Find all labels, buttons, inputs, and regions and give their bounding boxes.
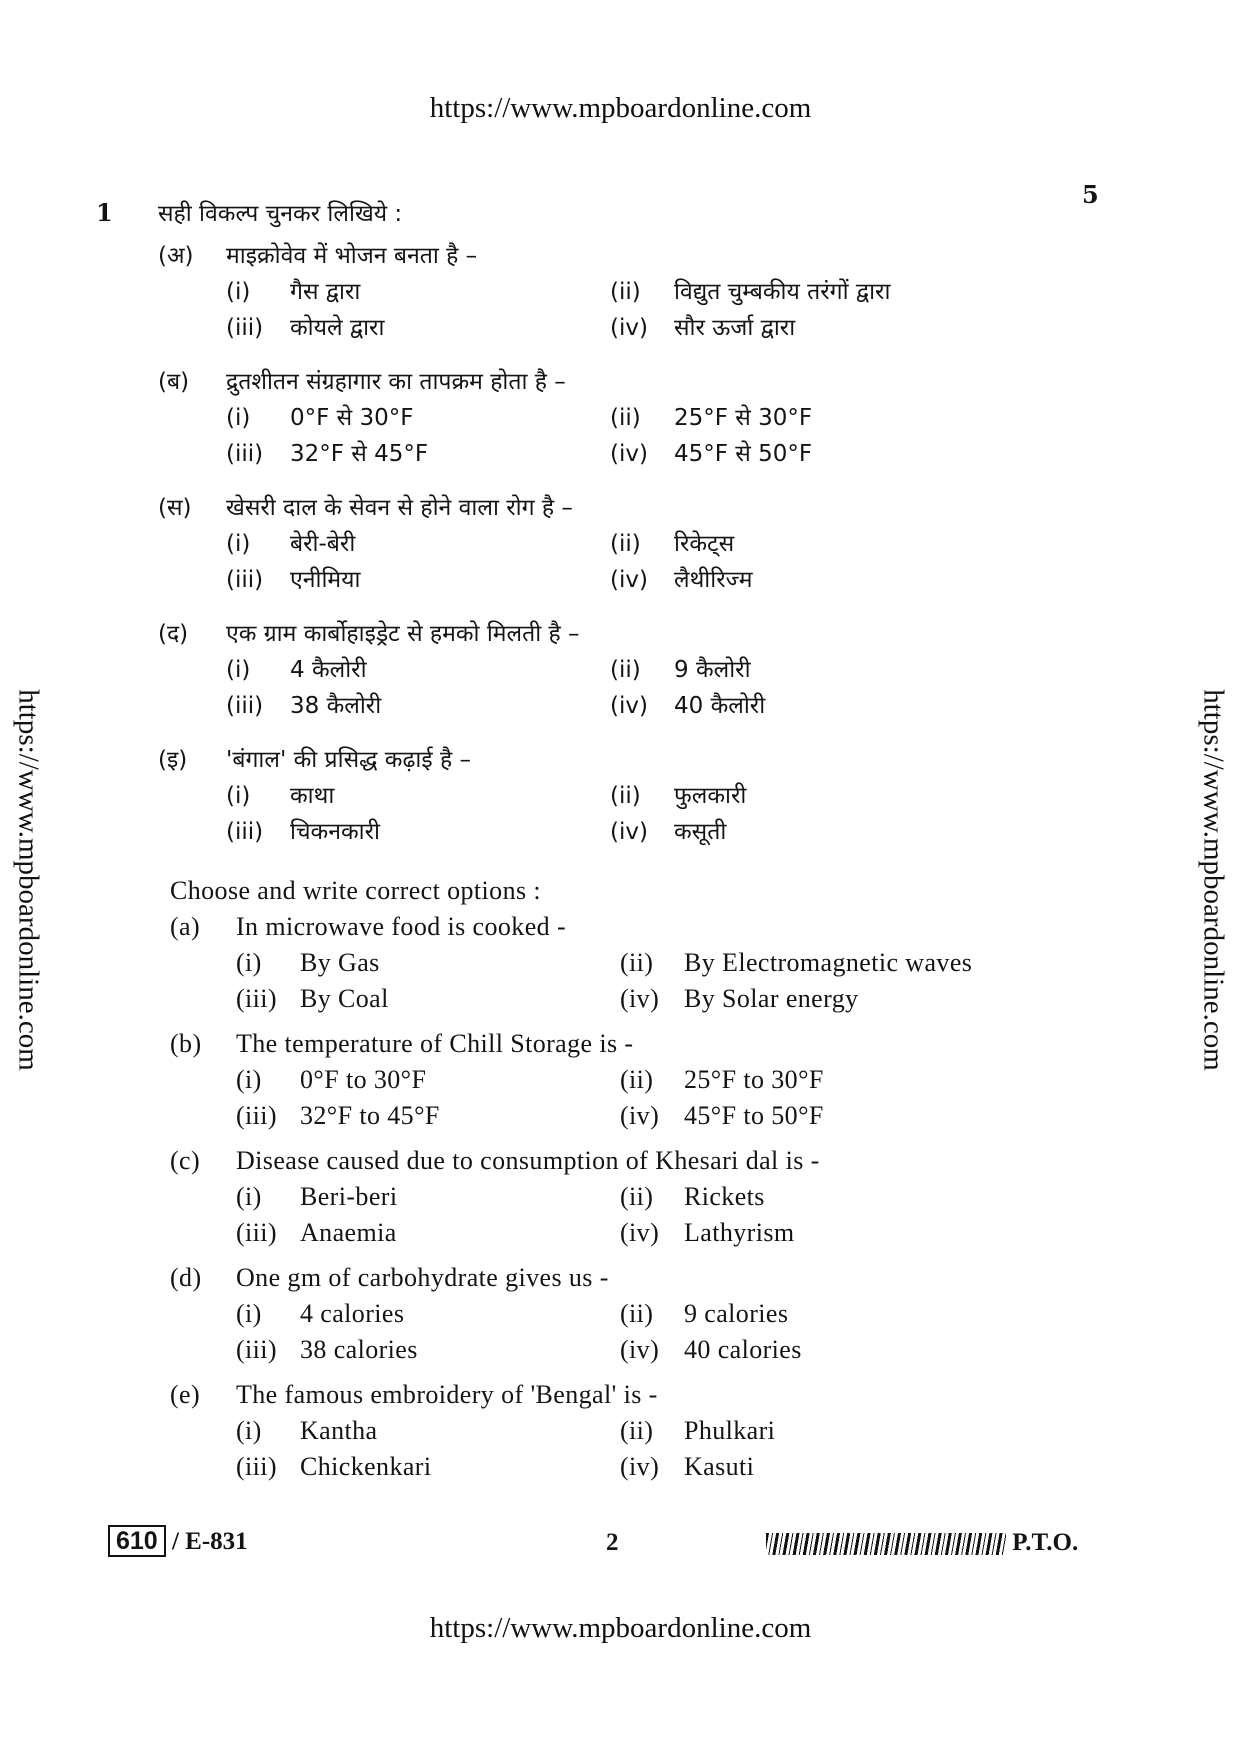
option <box>620 1182 765 1212</box>
option-text: 25°F से 30°F <box>674 405 813 431</box>
option-numeral: (iv) <box>610 441 648 467</box>
question-item <box>170 912 566 942</box>
item-text: माइक्रोवेव में भोजन बनता है – <box>226 243 478 269</box>
hindi-instruction: सही विकल्प चुनकर लिखिये : <box>158 201 403 227</box>
option-text: By Gas <box>300 948 380 977</box>
option-text: 9 कैलोरी <box>674 657 751 683</box>
question-item <box>170 1263 609 1293</box>
option-text: फुलकारी <box>674 783 747 809</box>
option-text: चिकनकारी <box>290 819 380 845</box>
option-text: By Coal <box>300 984 389 1013</box>
option-text: Beri-beri <box>300 1182 398 1211</box>
option-text: Phulkari <box>684 1416 776 1445</box>
option <box>610 436 812 468</box>
option <box>226 400 414 432</box>
option <box>610 274 890 306</box>
option <box>620 1065 824 1095</box>
question-item <box>158 490 573 522</box>
item-label: (स) <box>158 495 192 521</box>
option <box>610 562 753 594</box>
option-numeral: (i) <box>226 531 251 557</box>
option-numeral: (ii) <box>610 279 641 305</box>
item-label: (e) <box>170 1380 201 1409</box>
item-text: एक ग्राम कार्बोहाइड्रेट से हमको मिलती है – <box>226 621 580 647</box>
option <box>610 814 726 846</box>
option-text: 0°F to 30°F <box>300 1065 427 1094</box>
option <box>620 1101 824 1131</box>
item-text: खेसरी दाल के सेवन से होने वाला रोग है – <box>226 495 573 521</box>
item-text: Disease caused due to consumption of Khesari dal is - <box>236 1146 820 1175</box>
option <box>610 310 795 342</box>
option-text: कसूती <box>674 819 727 845</box>
option-numeral: (iv) <box>610 315 648 341</box>
item-text: 'बंगाल' की प्रसिद्ध कढ़ाई है – <box>226 747 471 773</box>
watermark-top: https://www.mpboardonline.com <box>429 92 812 124</box>
option-text: Kantha <box>300 1416 378 1445</box>
option-numeral: (ii) <box>620 1416 654 1445</box>
option-numeral: (iii) <box>226 567 264 593</box>
option <box>226 688 381 720</box>
option-numeral: (iii) <box>236 1218 277 1247</box>
barcode-graphic <box>766 1533 1006 1555</box>
item-label: (c) <box>170 1146 201 1175</box>
option-text: 40 calories <box>684 1335 802 1364</box>
option-numeral: (iv) <box>610 567 648 593</box>
watermark-left: https://www.mpboardonline.com <box>12 689 45 1071</box>
option-numeral: (iv) <box>620 1218 660 1247</box>
option-text: रिकेट्स <box>674 531 735 557</box>
option-numeral: (iii) <box>236 1101 277 1130</box>
question-item <box>158 616 580 648</box>
option-text: बेरी-बेरी <box>290 531 356 557</box>
option <box>226 526 355 558</box>
option <box>620 1335 802 1365</box>
paper-id: / E-831 <box>171 1528 248 1555</box>
option-text: By Solar energy <box>684 984 859 1013</box>
option-text: 38 calories <box>300 1335 418 1364</box>
option-text: Anaemia <box>300 1218 397 1247</box>
question-item <box>170 1029 634 1059</box>
option <box>610 400 812 432</box>
option-numeral: (iv) <box>620 1452 660 1481</box>
option-numeral: (ii) <box>610 405 641 431</box>
option-text: विद्युत चुम्बकीय तरंगों द्वारा <box>674 279 891 305</box>
option-numeral: (iii) <box>226 819 264 845</box>
option <box>226 562 360 594</box>
footer-right <box>766 1529 1078 1557</box>
option <box>620 984 859 1014</box>
option <box>226 274 360 306</box>
item-label: (इ) <box>158 747 188 773</box>
option <box>236 1452 431 1482</box>
option <box>620 1452 754 1482</box>
question-marks: 5 <box>1082 180 1099 209</box>
option <box>236 1101 440 1131</box>
item-text: The famous embroidery of 'Bengal' is - <box>236 1380 658 1409</box>
option <box>620 1218 794 1248</box>
option <box>226 778 334 810</box>
option <box>236 1335 418 1365</box>
option-text: 32°F to 45°F <box>300 1101 440 1130</box>
option-numeral: (i) <box>236 1182 262 1211</box>
option-numeral: (ii) <box>620 948 654 977</box>
item-label: (ब) <box>158 369 190 395</box>
option-numeral: (ii) <box>610 531 641 557</box>
option-text: 45°F to 50°F <box>684 1101 824 1130</box>
option-text: सौर ऊर्जा द्वारा <box>674 315 796 341</box>
option <box>236 1299 404 1329</box>
page-number: 2 <box>606 1529 619 1556</box>
option-numeral: (iv) <box>610 693 648 719</box>
option-numeral: (iii) <box>226 315 264 341</box>
option-text: 38 कैलोरी <box>290 693 382 719</box>
item-label: (a) <box>170 912 201 941</box>
option-numeral: (iii) <box>236 1335 277 1364</box>
pto-label: P.T.O. <box>1012 1529 1079 1556</box>
question-item <box>170 1380 658 1410</box>
option-text: काथा <box>290 783 335 809</box>
english-instruction: Choose and write correct options : <box>170 876 542 905</box>
item-text: One gm of carbohydrate gives us - <box>236 1263 609 1292</box>
option <box>610 652 751 684</box>
watermark-right: https://www.mpboardonline.com <box>1197 689 1230 1071</box>
option-text: लैथीरिज्म <box>674 567 753 593</box>
option <box>226 814 380 846</box>
item-text: The temperature of Chill Storage is - <box>236 1029 634 1058</box>
option-text: 4 calories <box>300 1299 405 1328</box>
option-text: 40 कैलोरी <box>674 693 766 719</box>
option-numeral: (iv) <box>610 819 648 845</box>
option-numeral: (i) <box>226 405 251 431</box>
paper-code-box: 610 <box>108 1525 166 1557</box>
question-item <box>158 364 566 396</box>
option-text: By Electromagnetic waves <box>684 948 973 977</box>
option-numeral: (iii) <box>226 441 264 467</box>
option-text: Lathyrism <box>684 1218 795 1247</box>
option-numeral: (ii) <box>610 657 641 683</box>
option <box>236 1416 377 1446</box>
option-text: 4 कैलोरी <box>290 657 367 683</box>
option-numeral: (iii) <box>236 1452 277 1481</box>
watermark-bottom: https://www.mpboardonline.com <box>429 1612 812 1644</box>
option <box>610 688 765 720</box>
question-item <box>170 1146 820 1176</box>
option-text: 25°F to 30°F <box>684 1065 824 1094</box>
option-numeral: (i) <box>236 1416 262 1445</box>
option-numeral: (ii) <box>620 1065 654 1094</box>
option <box>226 652 367 684</box>
option <box>620 1416 775 1446</box>
option-numeral: (iv) <box>620 1101 660 1130</box>
option-numeral: (i) <box>236 1299 262 1328</box>
option <box>236 1065 426 1095</box>
option-text: 9 calories <box>684 1299 789 1328</box>
option-numeral: (i) <box>226 279 251 305</box>
paper-code-footer <box>108 1527 248 1556</box>
option-text: गैस द्वारा <box>290 279 361 305</box>
option <box>620 1299 788 1329</box>
option-numeral: (i) <box>226 657 251 683</box>
option-text: 0°F से 30°F <box>290 405 414 431</box>
option-text: कोयले द्वारा <box>290 315 385 341</box>
item-label: (b) <box>170 1029 202 1058</box>
question-item <box>158 238 478 270</box>
item-text: In microwave food is cooked - <box>236 912 566 941</box>
item-label: (अ) <box>158 243 194 269</box>
option <box>236 1218 397 1248</box>
option-numeral: (iii) <box>226 693 264 719</box>
option-numeral: (iii) <box>236 984 277 1013</box>
item-label: (द) <box>158 621 189 647</box>
option-numeral: (i) <box>236 948 262 977</box>
option <box>610 526 734 558</box>
option <box>236 1182 397 1212</box>
option-numeral: (iv) <box>620 984 660 1013</box>
option-text: एनीमिया <box>290 567 361 593</box>
option-numeral: (i) <box>236 1065 262 1094</box>
item-text: द्रुतशीतन संग्रहागार का तापक्रम होता है – <box>226 369 566 395</box>
option-text: Chickenkari <box>300 1452 432 1481</box>
option <box>226 436 428 468</box>
option-text: Rickets <box>684 1182 765 1211</box>
option-text: 45°F से 50°F <box>674 441 813 467</box>
question-number: 1 <box>96 198 113 227</box>
option <box>226 310 384 342</box>
option <box>610 778 746 810</box>
option-numeral: (ii) <box>620 1182 654 1211</box>
option-numeral: (ii) <box>620 1299 654 1328</box>
question-item <box>158 742 471 774</box>
item-label: (d) <box>170 1263 202 1292</box>
option-numeral: (iv) <box>620 1335 660 1364</box>
option-text: 32°F से 45°F <box>290 441 429 467</box>
option <box>236 984 389 1014</box>
option-numeral: (ii) <box>610 783 641 809</box>
option-numeral: (i) <box>226 783 251 809</box>
option <box>620 948 972 978</box>
option-text: Kasuti <box>684 1452 755 1481</box>
option <box>236 948 380 978</box>
